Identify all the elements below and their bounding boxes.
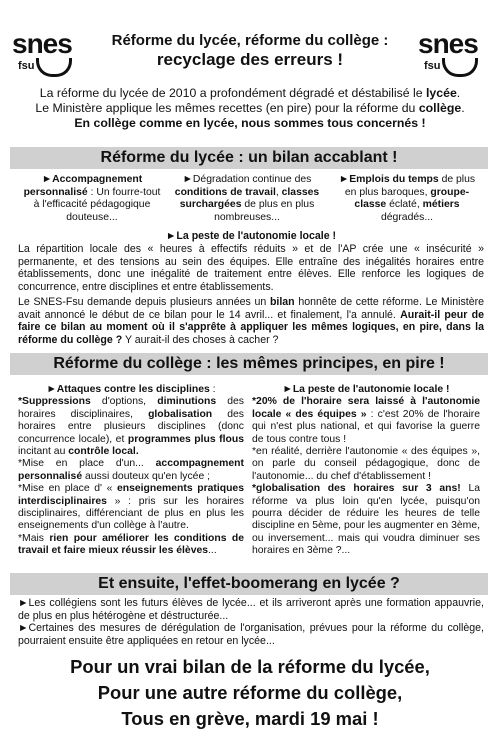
para-text: des horaires entre plusieurs disciplines (donc concurrence locale), et [18, 408, 245, 445]
point-bold: classes surchargées [179, 186, 320, 210]
logo-swash [36, 58, 72, 77]
section-heading-lycee: Réforme du lycée : un bilan accablant ! [10, 147, 488, 169]
boomerang-point-2: ►Certaines des mesures de dérégulation de l'organisation, prévues pour la réforme du collège, pourraient ensuite être appliquées en retour en lycée... [18, 622, 484, 647]
para-bold: globalisation [148, 408, 213, 420]
snes-fsu-logo [418, 30, 488, 78]
para-bold: enseignements pratiques interdisciplinaires [18, 483, 244, 507]
page-title-line1: Réforme du lycée, réforme du collège : [111, 32, 389, 49]
strike-call-line2: Pour une autre réforme du collège, [97, 682, 403, 703]
strike-call-line3: Tous en grève, mardi 19 mai ! [121, 708, 379, 729]
column-heading-colon: : [209, 384, 216, 395]
para-text: : c'est 20% de l'horaire qui n'est plus national, et qui favorise la guerre de tous contre tous ! [252, 408, 480, 445]
column-heading: ►Attaques contre les disciplines [46, 384, 210, 395]
lycee-point-accompagnement [22, 174, 162, 224]
strike-call [10, 654, 490, 732]
logo-word: snes [418, 28, 478, 59]
college-right-column [252, 384, 480, 558]
para-text: *Mise en place d'un... [18, 458, 156, 470]
intro-line1: La réforme du lycée de 2010 a profondément dégradé et déstabilisé le [39, 86, 427, 100]
para-text: des horaires disciplinaires, [18, 396, 244, 420]
para-text: honnête de cette réforme. Le Ministère avait annoncé le début de ce bilan pour le 14 avril... et finalement, l'a annulé. [18, 296, 485, 321]
para-text: *en réalité, derrière l'autonomie « des équipes », on parle du conseil pédagogique, donc de l'autonomie... du chef d'établissement ! [252, 446, 480, 482]
bilan-paragraph [18, 296, 484, 346]
peste-heading: ►La peste de l'autonomie locale ! [165, 230, 337, 242]
point-bold: ►Emplois du temps [338, 174, 439, 185]
para-bold: accompagnement personnalisé [18, 458, 244, 482]
snes-fsu-logo [12, 30, 82, 78]
point-text: de plus en plus baroques, [344, 174, 476, 198]
para-text: Y aurait-il des choses à cacher ? [122, 333, 279, 346]
intro-text: La réforme du lycée de 2010 a profondément dégradé et déstabilisé le lycée. Le Ministère applique les mêmes recettes (en pire) pour la réforme du collège. En collège comme en lycée, nous sommes tous concernés ! [35, 86, 465, 130]
para-bold: programmes plus flous [127, 433, 244, 445]
logo-sub: fsu [424, 60, 441, 72]
boomerang-point-1: ►Les collégiens sont les futurs élèves de lycée... et ils arriveront après une formation appauvrie, de plus en plus hétérogène et déstructurée... [18, 597, 484, 622]
intro-line2: Le Ministère applique les mêmes recettes (en pire) pour la réforme du [35, 101, 419, 115]
para-text: *Mise en place d' « [18, 483, 117, 495]
page-title-line2: recyclage des erreurs ! [156, 50, 344, 69]
intro-line3: En collège comme en lycée, nous sommes tous concernés ! [74, 116, 426, 130]
peste-paragraph: La répartition locale des « heures à effectifs réduits » et de l'AP crée une « insécurité » permanente, et des tensions au sein des équipes. Elle entraîne des inégalités horaires entre établissements, donc une inégalité de traitement entre élèves. Elle renforce les logiques de concurrence, entre disciplines et entre établissements. [18, 243, 484, 293]
para-text: d'options, [90, 396, 158, 408]
para-bold: contrôle local. [68, 446, 139, 458]
column-heading: ►La peste de l'autonomie locale ! [282, 384, 450, 395]
intro-line1-bold: lycée [426, 86, 457, 100]
logo-swash [442, 58, 478, 77]
college-left-column [18, 384, 244, 558]
point-bold: groupe-classe [354, 186, 470, 210]
para-bold: Aurait-il peur de faire ce bilan au moment où il s'apprête à appliquer les mêmes logiques, en pire, dans la réforme du collège ? [18, 308, 484, 346]
point-heading: ►Accompagnement personnalisé [23, 174, 143, 198]
point-bold: métiers [422, 199, 460, 210]
para-bold: rien pour améliorer les conditions de travail et faire mieux réussir les élèves [18, 532, 244, 557]
para-text: Le SNES-Fsu demande depuis plusieurs années un [18, 296, 270, 308]
lycee-point-conditions [172, 174, 322, 224]
intro-line2-bold: collège [418, 101, 462, 115]
point-text: de plus en plus nombreuses... [214, 199, 315, 223]
section-heading-college: Réforme du collège : les mêmes principes, en pire ! [10, 353, 488, 375]
para-text: incitant au [18, 446, 69, 458]
para-bold: *20% de l'horaire sera laissé à l'autonomie locale « des équipes » [252, 396, 480, 420]
point-text: , [275, 186, 282, 198]
para-text: *Mais [18, 532, 50, 544]
para-bold: *Suppressions [18, 396, 91, 408]
para-bold: diminutions [157, 396, 217, 408]
logo-word: snes [12, 28, 72, 59]
point-bold: conditions de travail [174, 186, 276, 198]
lycee-point-emplois-du-temps [336, 174, 478, 224]
point-text: ►Dégradation continue des [182, 174, 312, 185]
point-text: éclaté, [386, 199, 423, 210]
para-text: ... [208, 545, 217, 557]
para-bold: *globalisation des horaires sur 3 ans! [252, 483, 461, 495]
para-text: » : pris sur les horaires disciplinaires, différenciant de plus en plus les enseignements d'un collège à l'autre. [18, 495, 244, 532]
logo-sub: fsu [18, 60, 35, 72]
point-text: : Un fourre-tout à l'efficacité pédagogique douteuse... [33, 186, 161, 223]
para-bold: bilan [269, 296, 295, 308]
strike-call-line1: Pour un vrai bilan de la réforme du lycée, [70, 656, 430, 677]
para-text: aussi douteux qu'en lycée ; [82, 470, 211, 482]
para-text: La réforme va plus loin qu'en lycée, puisqu'on pourra décider de réduire les heures de telle discipline en 5ème, pour les augmenter en 3ème, ou inversement... mais qui voudra diminuer ses horaires en 3ème ?... [252, 483, 481, 557]
section-heading-boomerang: Et ensuite, l'effet-boomerang en lycée ? [10, 573, 488, 595]
point-text: dégradés... [381, 211, 433, 223]
